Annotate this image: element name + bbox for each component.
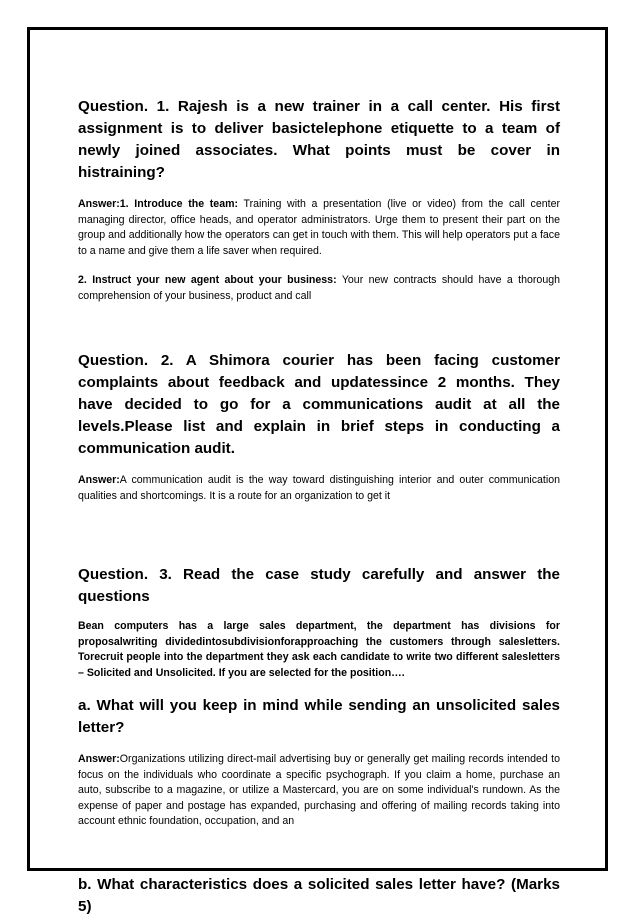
answer-1-part-1-text: Training with a presentation (live or video) from the call center managing director, office heads, and operator administrators. Urge them to present their part on the group and additionally how the operators can get in touch with them. This will help operators put a face to a name and give them a life saver when required. xyxy=(78,198,560,257)
question-1: Question. 1. Rajesh is a new trainer in a call center. His first assignment is to deliver basictelephone etiquette to a team of newly joined associates. What points must be cover in histraining? xyxy=(78,98,560,181)
answer-1-part-1-label: Answer:1. Introduce the team: xyxy=(78,198,239,210)
answer-2-label: Answer: xyxy=(78,474,120,486)
answer-2-text: A communication audit is the way toward distinguishing interior and outer communication qualities and shortcomings. It is a route for an organization to get it xyxy=(78,474,560,502)
question-2: Question. 2. A Shimora courier has been facing customer complaints about feedback and updatessince 2 months. They have decided to go for a communications audit at all the levels.Please list and explain in brief steps in conducting a communication audit. xyxy=(78,352,560,457)
answer-3a-text: Organizations utilizing direct-mail advertising buy or generally get mailing records intended to focus on the individuals who coordinate a specific psychograph. If you claim a home, purchase an auto, subscribe to a magazine, or utilize a Mastercard, you are on some individual's rundown. As the expense of paper and postage has expanded, purchasing and offering of mailing records taking into account ethnic foundation, occupation, and an xyxy=(78,753,560,827)
document-content xyxy=(78,96,560,918)
answer-3a-label: Answer: xyxy=(78,753,120,765)
question-3: Question. 3. Read the case study carefully and answer the questions xyxy=(78,566,560,605)
answer-3a xyxy=(78,752,560,830)
question-3a: a. What will you keep in mind while sending an unsolicited sales letter? xyxy=(78,697,560,736)
answer-1-part-2-text: Your new contracts should have a thorough comprehension of your business, product and call xyxy=(78,274,560,302)
answer-1-part-2-label: 2. Instruct your new agent about your business: xyxy=(78,274,337,286)
question-3b: b. What characteristics does a solicited sales letter have? (Marks 5) xyxy=(78,875,560,915)
answer-1-part-1 xyxy=(78,197,560,259)
answer-1-part-2 xyxy=(78,273,560,304)
case-study: Bean computers has a large sales department, the department has divisions for proposalwriting dividedintosubdivisionforapproaching the customers through salesletters. Torecruit people into the department they ask each candidate to write two different salesletters – Solicited and Unsolicited. If you are selected for the position…. xyxy=(78,620,560,679)
answer-2 xyxy=(78,473,560,504)
